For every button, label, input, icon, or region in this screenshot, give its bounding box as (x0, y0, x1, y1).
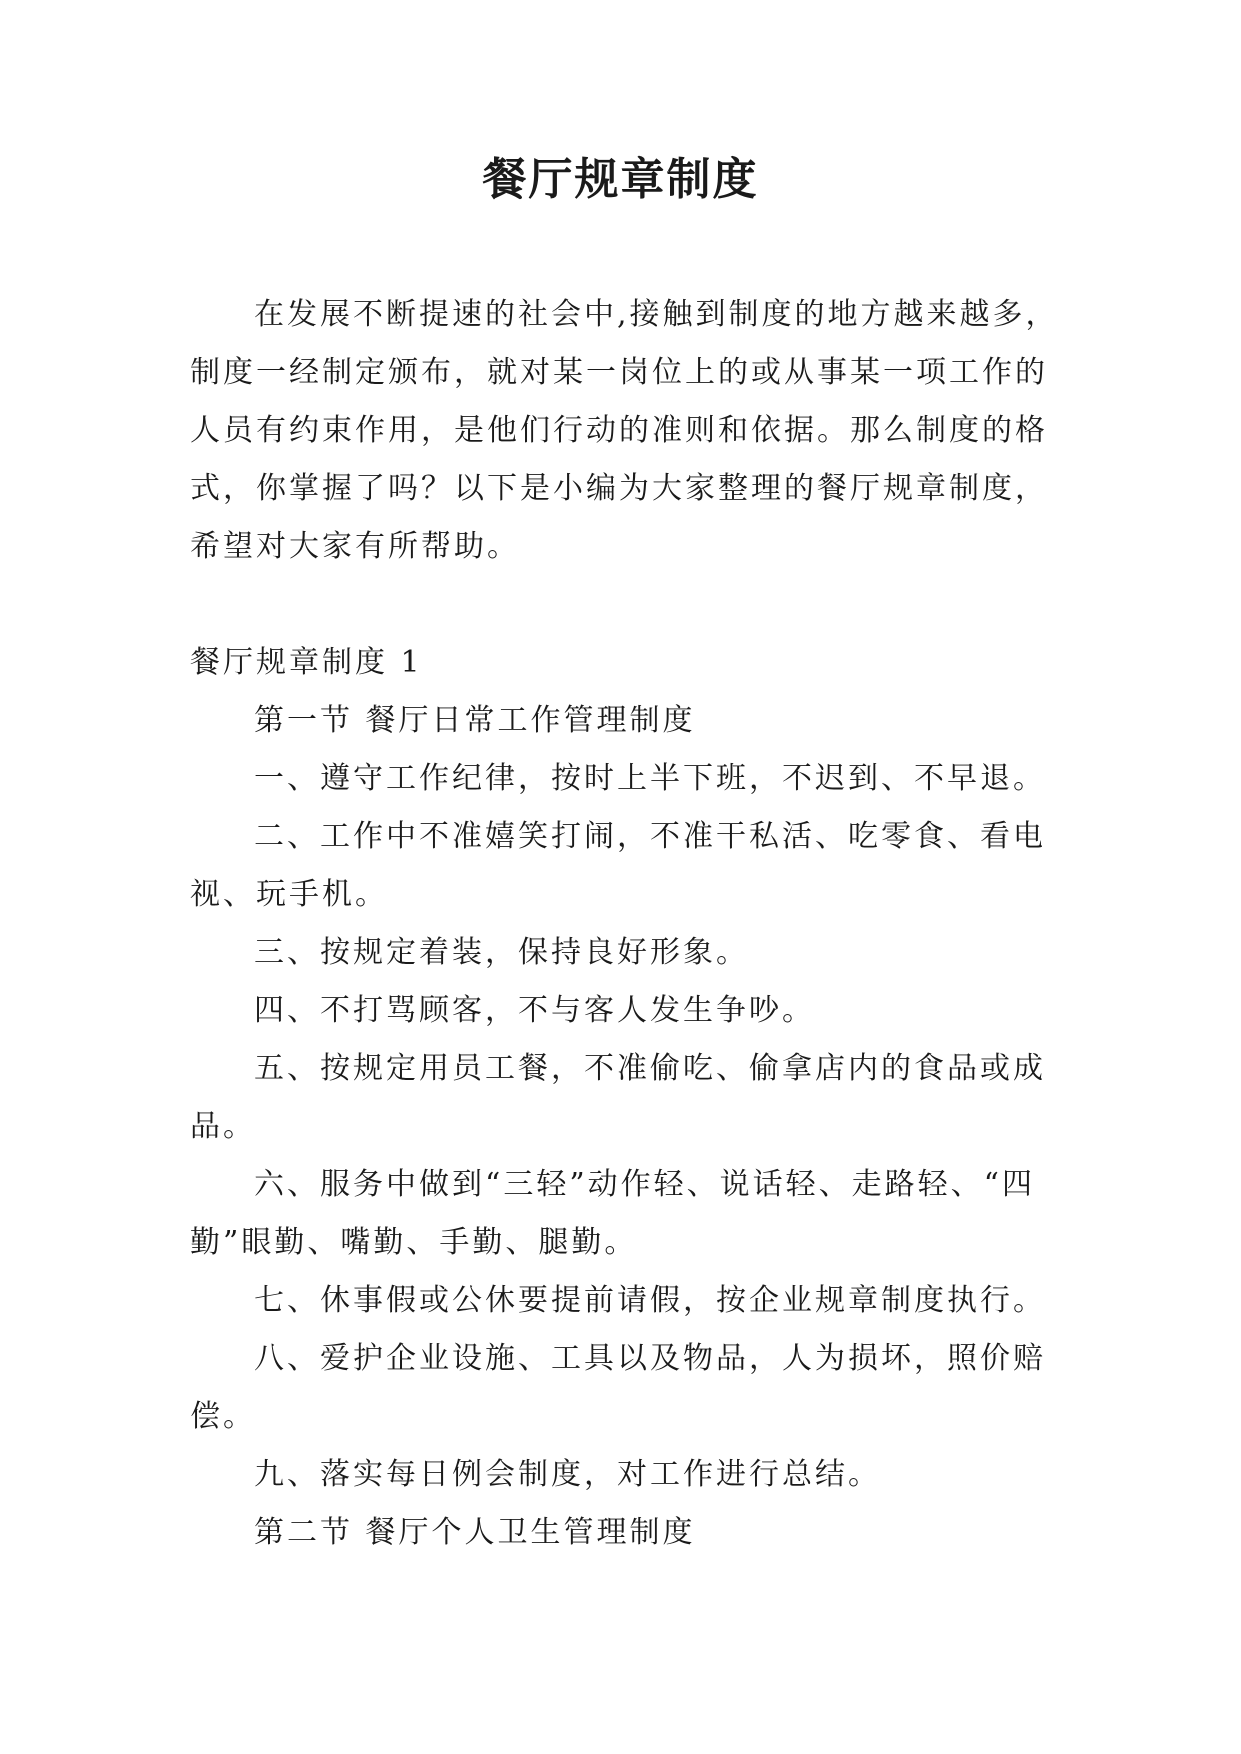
rule-item: 九、落实每日例会制度，对工作进行总结。 (254, 1457, 881, 1492)
section-1-title: 第一节 餐厅日常工作管理制度 (254, 703, 696, 738)
intro-paragraph: 在发展不断提速的社会中,接触到制度的地方越来越多，制度一经制定颁布，就对某一岗位上的或从事某一项工作的人员有约束作用，是他们行动的准则和依据。那么制度的格式，你掌握了吗？以下是小编为大家整理的餐厅规章制度，希望对大家有所帮助。 (190, 297, 1059, 564)
rule-item: 七、休事假或公休要提前请假，按企业规章制度执行。 (254, 1283, 1046, 1318)
rule-item: 八、爱护企业设施、工具以及物品，人为损坏，照价赔偿。 (190, 1341, 1046, 1434)
part-title: 餐厅规章制度 1 (190, 645, 423, 680)
document-title: 餐厅规章制度 (482, 154, 759, 205)
rule-item: 一、遵守工作纪律，按时上半下班，不迟到、不早退。 (254, 761, 1046, 796)
rule-item: 三、按规定着装，保持良好形象。 (254, 935, 749, 970)
rule-item: 四、不打骂顾客，不与客人发生争吵。 (254, 993, 815, 1028)
section-2-title: 第二节 餐厅个人卫生管理制度 (254, 1515, 696, 1550)
rule-item: 二、工作中不准嬉笑打闹，不准干私活、吃零食、看电视、玩手机。 (190, 819, 1046, 912)
document-body (190, 286, 1060, 1562)
rule-item: 六、服务中做到“三轻”动作轻、说话轻、走路轻、“四勤”眼勤、嘴勤、手勤、腿勤。 (190, 1167, 1036, 1260)
rule-item: 五、按规定用员工餐，不准偷吃、偷拿店内的食品或成品。 (190, 1051, 1046, 1144)
